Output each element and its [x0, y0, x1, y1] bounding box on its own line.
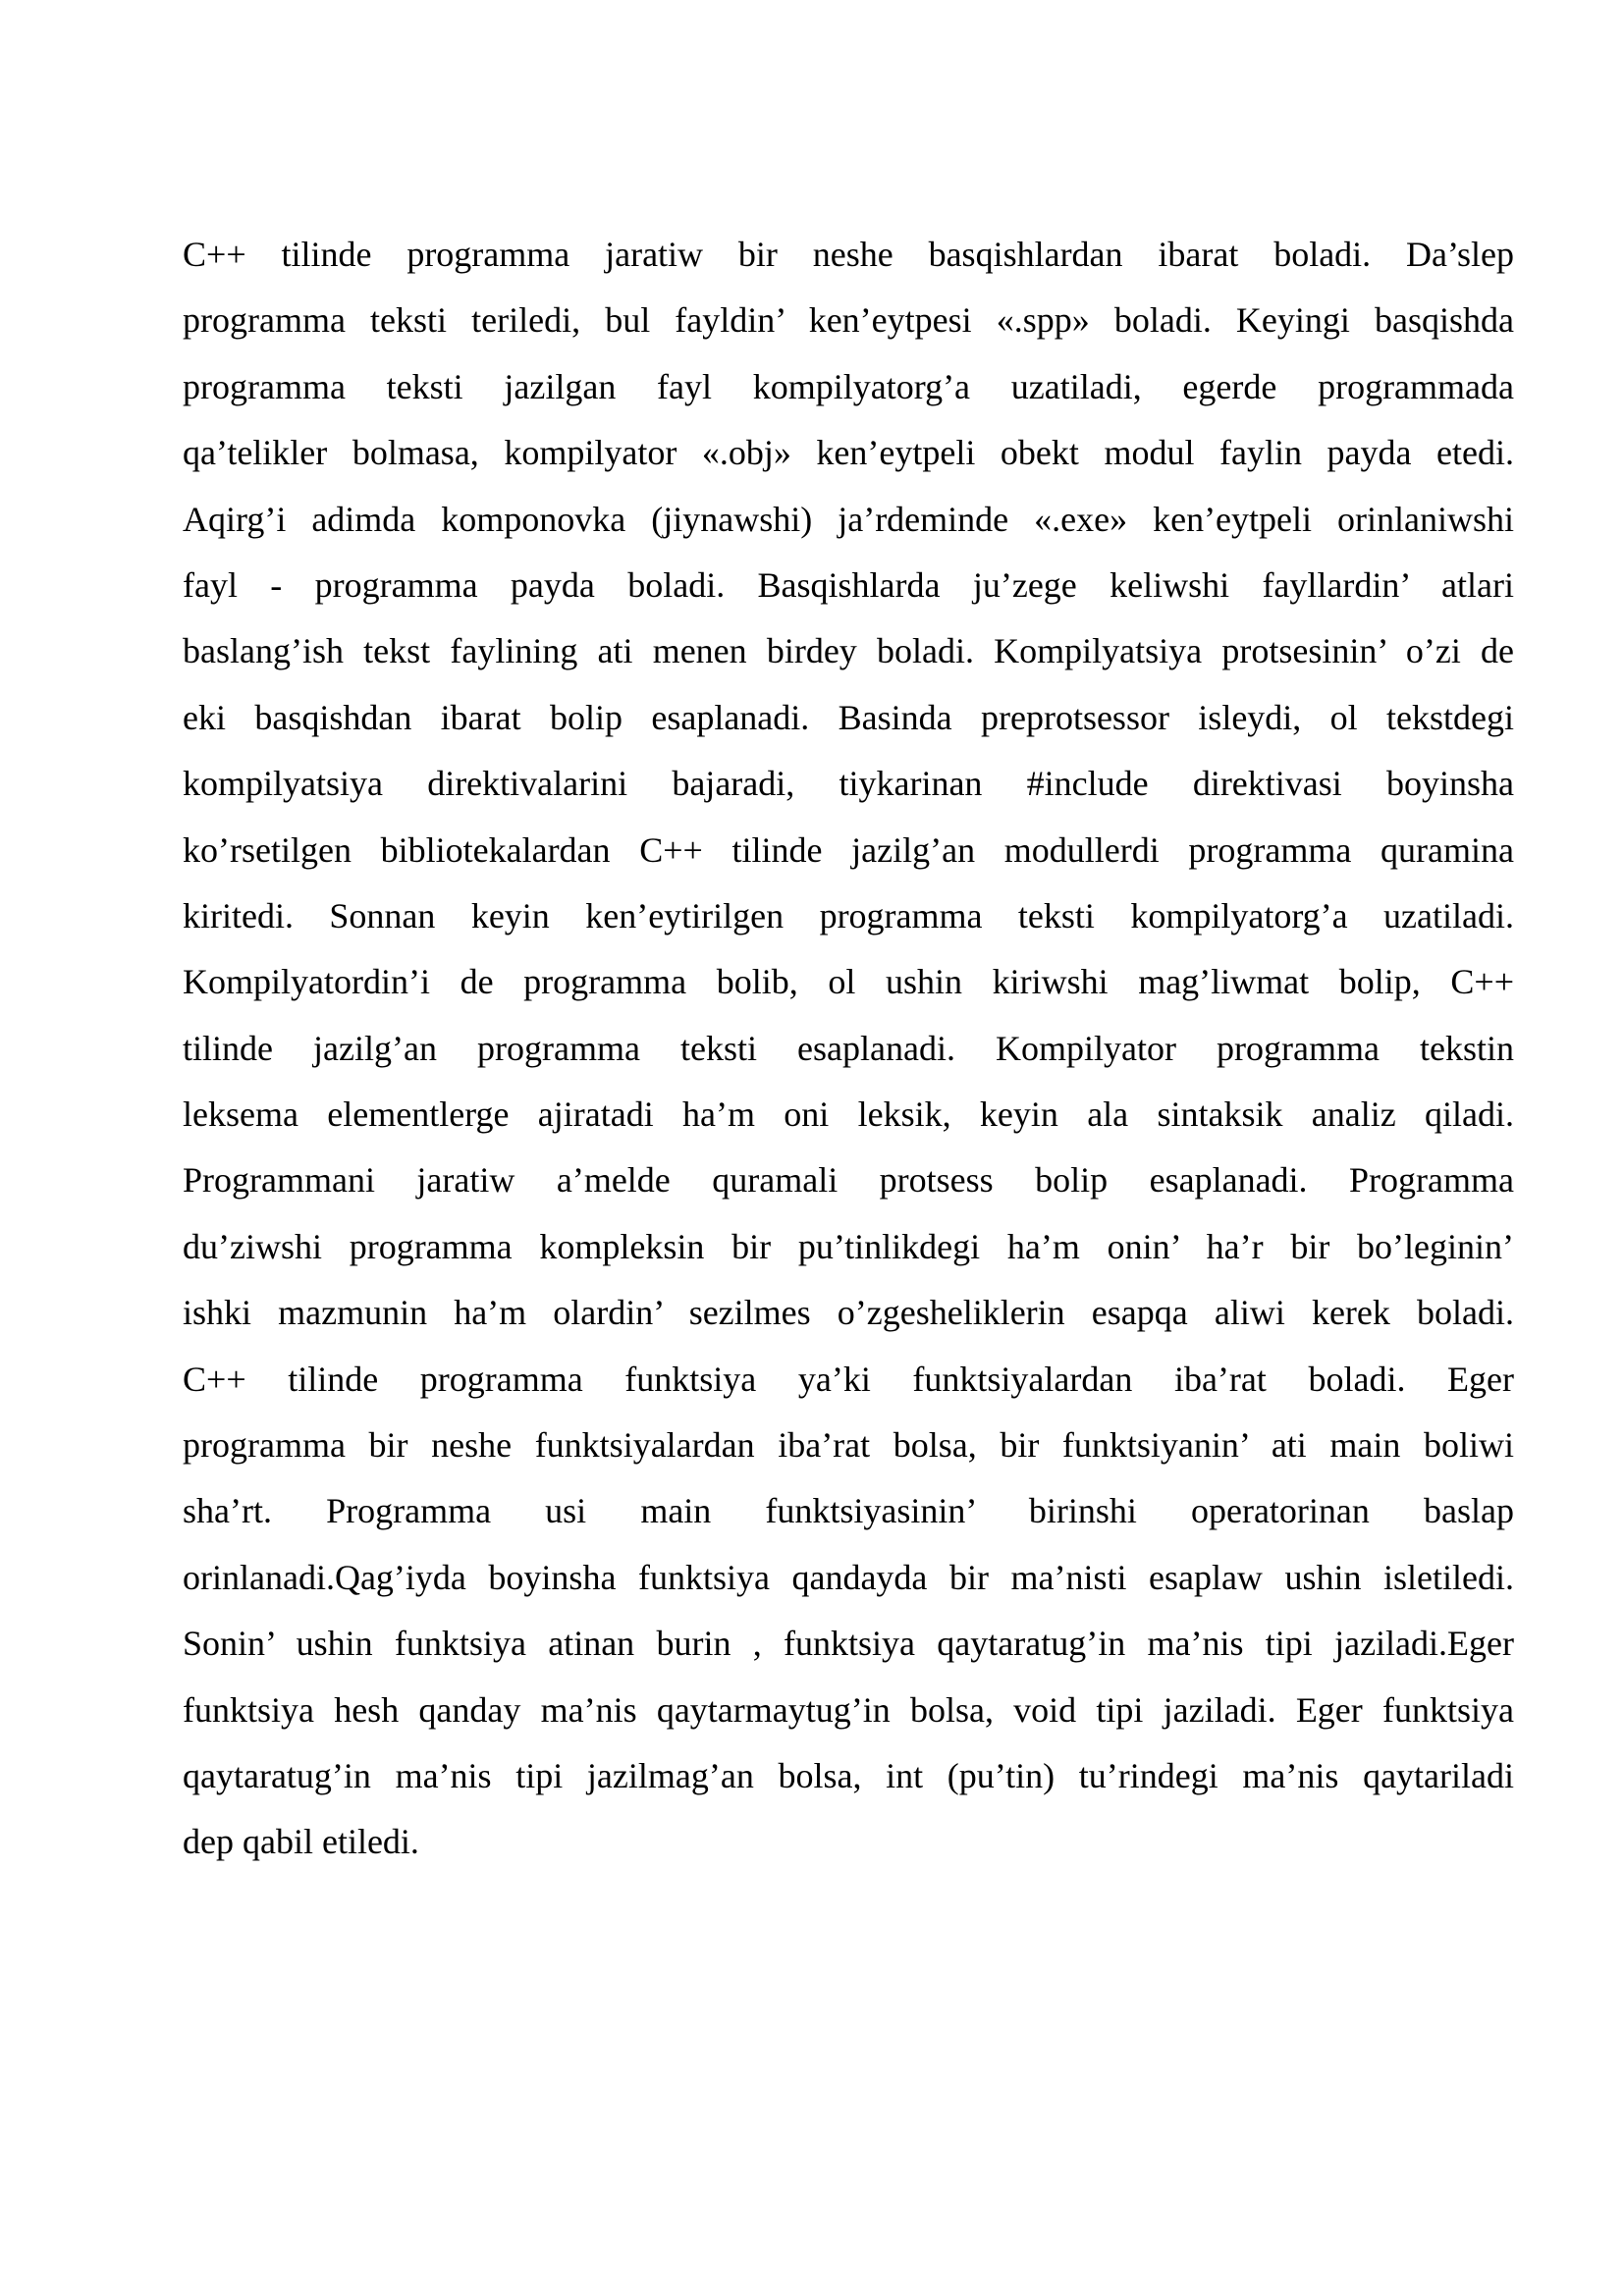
paragraph-line-22: Sonin’ ushin funktsiya atinan burin , funktsiya qaytaratug’in ma’nis tipi jaziladi.Eger — [183, 1624, 1514, 1664]
paragraph-line-12: Kompilyatordin’i de programma bolib, ol ushin kiriwshi mag’liwmat bolip, C++ — [183, 962, 1514, 1002]
paragraph-line-2: programma teksti teriledi, bul fayldin’ ken’eytpesi «.spp» boladi. Keyingi basqishda — [183, 300, 1514, 341]
paragraph-line-15: Programmani jaratiw a’melde quramali protsess bolip esaplanadi. Programma — [183, 1160, 1514, 1201]
paragraph-line-17: ishki mazmunin ha’m olardin’ sezilmes o’zgesheliklerin esapqa aliwi kerek boladi. — [183, 1293, 1514, 1333]
paragraph-line-20: sha’rt. Programma usi main funktsiyasinin’ birinshi operatorinan baslap — [183, 1491, 1514, 1531]
paragraph-line-8: eki basqishdan ibarat bolip esaplanadi. Basinda preprotsessor isleydi, ol tekstdegi — [183, 697, 1514, 737]
paragraph-line-13: tilinde jazilg’an programma teksti esaplanadi. Kompilyator programma tekstin — [183, 1028, 1514, 1068]
paragraph-line-19: programma bir neshe funktsiyalardan iba’rat bolsa, bir funktsiyanin’ ati main boliwi — [183, 1425, 1514, 1466]
paragraph-line-16: du’ziwshi programma kompleksin bir pu’tinlikdegi ha’m onin’ ha’r bir bo’leginin’ — [183, 1226, 1514, 1266]
paragraph-line-25: dep qabil etiledi. — [183, 1822, 419, 1862]
paragraph-line-10: ko’rsetilgen bibliotekalardan C++ tilinde jazilg’an modullerdi programma quramina — [183, 829, 1514, 870]
paragraph-line-7: baslang’ish tekst faylining ati menen birdey boladi. Kompilyatsiya protsesinin’ o’zi de — [183, 631, 1514, 671]
paragraph-line-14: leksema elementlerge ajiratadi ha’m oni leksik, keyin ala sintaksik analiz qiladi. — [183, 1095, 1514, 1135]
paragraph-line-6: fayl - programma payda boladi. Basqishlarda ju’zege keliwshi fayllardin’ atlari — [183, 564, 1514, 605]
paragraph-line-21: orinlanadi.Qag’iyda boyinsha funktsiya qandayda bir ma’nisti esaplaw ushin isletiledi. — [183, 1557, 1514, 1597]
paragraph-line-23: funktsiya hesh qanday ma’nis qaytarmaytug’in bolsa, void tipi jaziladi. Eger funktsiya — [183, 1689, 1514, 1730]
paragraph-line-9: kompilyatsiya direktivalarini bajaradi, tiykarinan #include direktivasi boyinsha — [183, 764, 1514, 804]
paragraph-line-3: programma teksti jazilgan fayl kompilyatorg’a uzatiladi, egerde programmada — [183, 366, 1514, 406]
paragraph-line-18: C++ tilinde programma funktsiya ya’ki funktsiyalardan iba’rat boladi. Eger — [183, 1359, 1514, 1399]
paragraph-line-11: kiritedi. Sonnan keyin ken’eytirilgen programma teksti kompilyatorg’a uzatiladi. — [183, 895, 1514, 935]
paragraph-line-1: C++ tilinde programma jaratiw bir neshe basqishlardan ibarat boladi. Da’slep — [183, 235, 1514, 274]
paragraph-line-4: qa’telikler bolmasa, kompilyator «.obj» ken’eytpeli obekt modul faylin payda etedi. — [183, 433, 1514, 473]
paragraph-line-5: Aqirg’i adimda komponovka (jiynawshi) ja’rdeminde «.exe» ken’eytpeli orinlaniwshi — [183, 499, 1514, 539]
body-paragraph — [183, 222, 1514, 1876]
paragraph-line-24: qaytaratug’in ma’nis tipi jazilmag’an bolsa, int (pu’tin) tu’rindegi ma’nis qaytariladi — [183, 1755, 1514, 1795]
